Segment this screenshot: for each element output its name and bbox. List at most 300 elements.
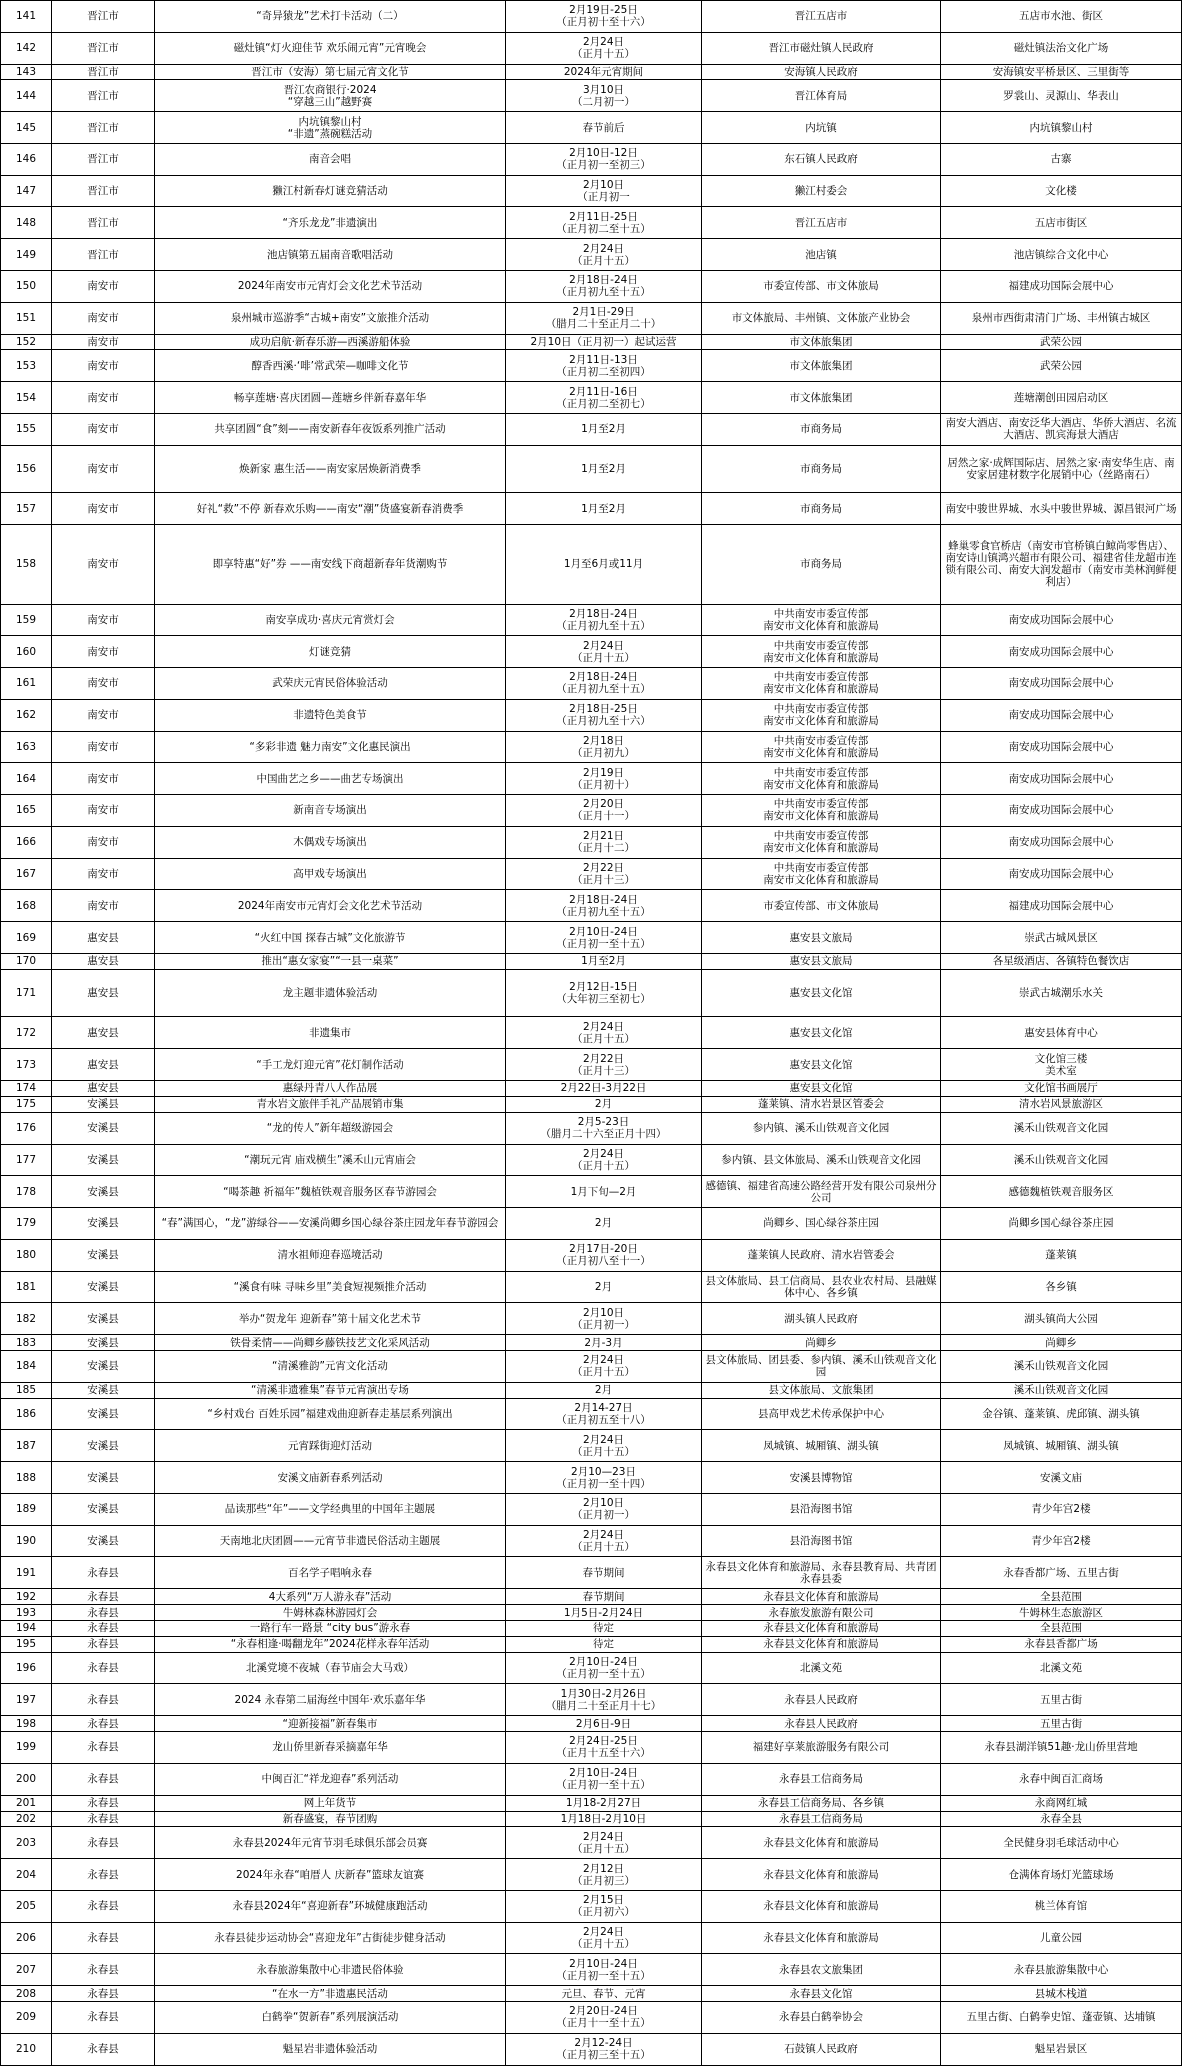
cell-line: 2月20日 [582, 798, 625, 811]
table-row [1, 1827, 1182, 1859]
row-number: 144 [1, 80, 52, 112]
row-time: 1月下旬—2月 [506, 1176, 702, 1208]
row-organizer: 永春县工信商务局 [702, 1811, 941, 1827]
row-event-name: “喝茶趣 祈福年”魏植铁观音服务区春节游园会 [155, 1176, 506, 1208]
row-time: 1月至2月 [506, 445, 702, 493]
row-organizer: 市商务局 [702, 413, 941, 445]
row-event-name: “溪食有味 寻味乡里”美食短视频推介活动 [155, 1271, 506, 1303]
cell-line: 2月15日 [582, 1894, 625, 1907]
table-row [1, 1176, 1182, 1208]
row-venue: 池店镇综合文化中心 [941, 239, 1182, 271]
cell-line: 中共南安市委宣传部 [773, 639, 869, 652]
row-time: 2月10日（正月初一）起试运营 [506, 334, 702, 350]
cell-line: （正月初九至十五） [556, 286, 651, 299]
row-organizer: 县文体旅局、县工信商局、县农业农村局、县融媒体中心、各乡镇 [702, 1271, 941, 1303]
row-organizer: 蓬莱镇、清水岩景区管委会 [702, 1096, 941, 1112]
cell-line: （正月初一） [572, 1318, 635, 1331]
row-time: 2024年元宵期间 [506, 64, 702, 80]
row-city: 南安市 [52, 445, 155, 493]
row-venue: 各星级酒店、各镇特色餐饮店 [941, 953, 1182, 969]
row-city: 南安市 [52, 525, 155, 604]
cell-line: 2月18日-24日 [569, 893, 638, 906]
row-venue: 永春县香都广场 [941, 1636, 1182, 1652]
row-number: 201 [1, 1795, 52, 1811]
table-row [1, 1557, 1182, 1589]
row-number: 185 [1, 1382, 52, 1398]
row-city: 安溪县 [52, 1112, 155, 1144]
row-event-name: 即享特惠“好”券 ——南安线下商超新春年货潮购节 [155, 525, 506, 604]
cell-line: （正月十五） [572, 1541, 635, 1554]
row-event-name: 2024 永春第二届海丝中国年·欢乐嘉年华 [155, 1684, 506, 1716]
row-event-name: 焕新家 惠生活——南安家居焕新消费季 [155, 445, 506, 493]
cell-line: 1月30日-2月26日 [560, 1687, 647, 1700]
row-time [506, 1, 702, 33]
row-city: 南安市 [52, 493, 155, 525]
row-time: 春节期间 [506, 1557, 702, 1589]
row-event-name: 铁骨柔情——尚卿乡藤铁技艺文化采风活动 [155, 1335, 506, 1351]
row-venue: 南安大酒店、南安泛华大酒店、华侨大酒店、名流大酒店、凯宾海景大酒店 [941, 413, 1182, 445]
row-organizer: 惠安县文化馆 [702, 1049, 941, 1081]
cell-line: 2月19日 [582, 766, 625, 779]
row-event-name: “龙的传人”新年超级游园会 [155, 1112, 506, 1144]
cell-line: （正月初八至十一） [556, 1255, 651, 1268]
cell-line: （正月初一至十四） [556, 1477, 651, 1490]
cell-line: （正月初一至十五） [556, 1779, 651, 1792]
row-number: 197 [1, 1684, 52, 1716]
table-row [1, 1954, 1182, 1986]
cell-line: （正月十五） [572, 1159, 635, 1172]
row-city: 安溪县 [52, 1350, 155, 1382]
row-time [506, 763, 702, 795]
row-number: 154 [1, 382, 52, 414]
cell-line: 南安市文化体育和旅游局 [763, 715, 879, 728]
table-row [1, 1652, 1182, 1684]
row-city: 永春县 [52, 1716, 155, 1732]
cell-line: 南安市文化体育和旅游局 [763, 651, 879, 664]
row-number: 175 [1, 1096, 52, 1112]
row-venue: 武荣公园 [941, 334, 1182, 350]
cell-line: 中共南安市委宣传部 [773, 766, 869, 779]
row-venue: 南安成功国际会展中心 [941, 636, 1182, 668]
row-organizer: 永春县工信商务局 [702, 1763, 941, 1795]
table-row [1, 826, 1182, 858]
row-venue: 全民健身羽毛球活动中心 [941, 1827, 1182, 1859]
cell-line: （正月十一至十五） [556, 2017, 651, 2030]
row-city: 晋江市 [52, 1, 155, 33]
cell-line: （二月初一） [572, 95, 635, 108]
cell-line: 南安市文化体育和旅游局 [763, 842, 879, 855]
table-row [1, 1144, 1182, 1176]
row-time: 1月5日-2月24日 [506, 1605, 702, 1621]
cell-line: （正月十五） [572, 1445, 635, 1458]
table-row [1, 1811, 1182, 1827]
cell-line: （正月初一至十五） [556, 937, 651, 950]
table-row [1, 1684, 1182, 1716]
row-city: 永春县 [52, 1636, 155, 1652]
row-number: 205 [1, 1890, 52, 1922]
row-event-name: 晋江市（安海）第七届元宵文化节 [155, 64, 506, 80]
row-organizer: 县文体旅局、团县委、参内镇、溪禾山铁观音文化园 [702, 1350, 941, 1382]
row-organizer: 獭江村委会 [702, 175, 941, 207]
row-number: 191 [1, 1557, 52, 1589]
row-organizer: 永春县文化体育和旅游局 [702, 1922, 941, 1954]
row-time: 1月至2月 [506, 493, 702, 525]
cell-line: 中共南安市委宣传部 [773, 734, 869, 747]
row-venue: 南安成功国际会展中心 [941, 699, 1182, 731]
row-organizer: 永春县文化体育和旅游局 [702, 1589, 941, 1605]
cell-line: （正月初九） [572, 746, 635, 759]
row-city: 惠安县 [52, 969, 155, 1017]
table-row [1, 64, 1182, 80]
row-number: 190 [1, 1525, 52, 1557]
table-row [1, 922, 1182, 954]
row-city: 南安市 [52, 731, 155, 763]
row-city: 安溪县 [52, 1525, 155, 1557]
row-organizer [702, 731, 941, 763]
row-number: 145 [1, 112, 52, 144]
table-row [1, 1890, 1182, 1922]
table-row [1, 636, 1182, 668]
row-organizer [702, 795, 941, 827]
table-row [1, 1, 1182, 33]
cell-line: （正月十五） [572, 1938, 635, 1951]
row-city: 永春县 [52, 1589, 155, 1605]
table-row [1, 1493, 1182, 1525]
table-row [1, 1382, 1182, 1398]
cell-line: 南安市文化体育和旅游局 [763, 746, 879, 759]
row-event-name: 高甲戏专场演出 [155, 858, 506, 890]
row-number: 149 [1, 239, 52, 271]
table-row [1, 525, 1182, 604]
table-row [1, 731, 1182, 763]
row-organizer: 永春县文化体育和旅游局、永春县教育局、共青团永春县委 [702, 1557, 941, 1589]
cell-line: （正月初一至十五） [556, 1969, 651, 1982]
row-organizer: 市文体旅集团 [702, 350, 941, 382]
cell-line: （正月十五） [572, 1032, 635, 1045]
table-row [1, 302, 1182, 334]
row-city: 南安市 [52, 858, 155, 890]
cell-line: （正月初二至初七） [556, 397, 651, 410]
row-city: 晋江市 [52, 32, 155, 64]
row-number: 184 [1, 1350, 52, 1382]
row-venue: 魁星岩景区 [941, 2033, 1182, 2065]
row-event-name: 白鹤拳“贺新春”系列展演活动 [155, 2002, 506, 2034]
row-number: 162 [1, 699, 52, 731]
row-organizer: 永春县文化体育和旅游局 [702, 1890, 941, 1922]
row-event-name: 魁星岩非遗体验活动 [155, 2033, 506, 2065]
row-organizer: 县文体旅局、文旅集团 [702, 1382, 941, 1398]
row-number: 169 [1, 922, 52, 954]
row-event-name: “多彩非遗 魅力南安”文化惠民演出 [155, 731, 506, 763]
row-number: 182 [1, 1303, 52, 1335]
cell-line: 2月24日-25日 [569, 1735, 638, 1748]
row-organizer: 县沿海图书馆 [702, 1493, 941, 1525]
row-city: 永春县 [52, 1605, 155, 1621]
row-number: 200 [1, 1763, 52, 1795]
row-event-name: 永春县2024年元宵节羽毛球俱乐部会员赛 [155, 1827, 506, 1859]
row-event-name: 成功启航·新春乐游—西溪游船体验 [155, 334, 506, 350]
row-organizer: 凤城镇、城厢镇、湖头镇 [702, 1430, 941, 1462]
row-organizer: 市商务局 [702, 493, 941, 525]
row-number: 159 [1, 604, 52, 636]
row-number: 157 [1, 493, 52, 525]
cell-line: （腊月二十至正月十七） [545, 1699, 662, 1712]
row-time [506, 1859, 702, 1891]
row-event-name: 木偶戏专场演出 [155, 826, 506, 858]
table-row [1, 271, 1182, 303]
row-city: 永春县 [52, 1620, 155, 1636]
row-organizer: 湖头镇人民政府 [702, 1303, 941, 1335]
row-time [506, 795, 702, 827]
row-time [506, 207, 702, 239]
row-organizer: 县高甲戏艺术传承保护中心 [702, 1398, 941, 1430]
row-organizer: 永春县农文旅集团 [702, 1954, 941, 1986]
row-time [506, 1652, 702, 1684]
row-venue: 溪禾山铁观音文化园 [941, 1112, 1182, 1144]
row-venue: 各乡镇 [941, 1271, 1182, 1303]
row-number: 194 [1, 1620, 52, 1636]
cell-line: （正月初一） [572, 1509, 635, 1522]
row-event-name: 安溪文庙新春系列活动 [155, 1462, 506, 1494]
row-organizer: 市文体旅集团 [702, 382, 941, 414]
row-number: 195 [1, 1636, 52, 1652]
row-number: 196 [1, 1652, 52, 1684]
table-row [1, 1716, 1182, 1732]
table-row [1, 350, 1182, 382]
row-number: 170 [1, 953, 52, 969]
row-time [506, 1732, 702, 1764]
cell-line: 2月20日-24日 [569, 2005, 638, 2018]
row-event-name: 龙主题非遗体验活动 [155, 969, 506, 1017]
row-venue: 北溪文苑 [941, 1652, 1182, 1684]
row-time [506, 1922, 702, 1954]
row-time [506, 890, 702, 922]
row-venue: 溪禾山铁观音文化园 [941, 1144, 1182, 1176]
row-organizer: 蓬莱镇人民政府、清水岩管委会 [702, 1239, 941, 1271]
row-city: 南安市 [52, 795, 155, 827]
row-event-name: 新春盛宴，春节团购 [155, 1811, 506, 1827]
row-venue: 尚卿乡国心绿谷茶庄园 [941, 1208, 1182, 1240]
row-organizer: 市文体旅集团 [702, 334, 941, 350]
cell-line: （正月初三） [572, 1874, 635, 1887]
table-row [1, 1350, 1182, 1382]
row-city: 惠安县 [52, 922, 155, 954]
cell-line: 2月24日 [582, 36, 625, 49]
row-event-name: 牛姆林森林游园灯会 [155, 1605, 506, 1621]
row-event-name: 龙山侨里新春采摘嘉年华 [155, 1732, 506, 1764]
row-number: 174 [1, 1080, 52, 1096]
row-venue: 永春香都广场、五里古街 [941, 1557, 1182, 1589]
row-city: 永春县 [52, 1763, 155, 1795]
cell-line: 2月24日 [582, 1433, 625, 1446]
row-time: 2月 [506, 1208, 702, 1240]
row-number: 203 [1, 1827, 52, 1859]
row-organizer [702, 858, 941, 890]
cell-line: 2月10日 [582, 179, 625, 192]
row-time [506, 1493, 702, 1525]
row-city: 南安市 [52, 334, 155, 350]
row-venue: 福建成功国际会展中心 [941, 271, 1182, 303]
row-city: 永春县 [52, 1859, 155, 1891]
row-venue: 五里古街 [941, 1716, 1182, 1732]
cell-line: 2月10日 [582, 1497, 625, 1510]
cell-line: 2月24日 [582, 1830, 625, 1843]
cell-line: 2月24日 [582, 1529, 625, 1542]
row-organizer: 安海镇人民政府 [702, 64, 941, 80]
row-number: 147 [1, 175, 52, 207]
row-number: 177 [1, 1144, 52, 1176]
cell-line: （正月十三） [572, 1064, 635, 1077]
table-row [1, 953, 1182, 969]
row-time: 1月18-2月27日 [506, 1795, 702, 1811]
table-row [1, 1049, 1182, 1081]
row-venue: 罗裳山、灵源山、华表山 [941, 80, 1182, 112]
row-venue: 莲塘潮创田园启动区 [941, 382, 1182, 414]
row-number: 167 [1, 858, 52, 890]
cell-line: 2月22日 [582, 862, 625, 875]
row-venue: 惠安县体育中心 [941, 1017, 1182, 1049]
row-venue: 古寨 [941, 143, 1182, 175]
row-number: 179 [1, 1208, 52, 1240]
table-row [1, 1763, 1182, 1795]
row-venue: 五里古街 [941, 1684, 1182, 1716]
row-venue: 南安中骏世界城、水头中骏世界城、源昌银河广场 [941, 493, 1182, 525]
table-row [1, 890, 1182, 922]
cell-line: （正月初九至十五） [556, 683, 651, 696]
row-event-name: 池店镇第五届南音歌唱活动 [155, 239, 506, 271]
row-time [506, 143, 702, 175]
row-venue: 安海镇安平桥景区、三里街等 [941, 64, 1182, 80]
row-time [506, 80, 702, 112]
row-time [506, 699, 702, 731]
table-row [1, 1335, 1182, 1351]
cell-line: （腊月二十至正月二十） [545, 318, 662, 331]
row-time [506, 668, 702, 700]
row-organizer: 福建好享莱旅游服务有限公司 [702, 1732, 941, 1764]
cell-line: 2月10—23日 [571, 1465, 636, 1478]
row-venue: 崇武古城潮乐水关 [941, 969, 1182, 1017]
row-venue: 南安成功国际会展中心 [941, 604, 1182, 636]
row-city: 晋江市 [52, 143, 155, 175]
row-organizer: 市文体旅局、丰州镇、文体旅产业协会 [702, 302, 941, 334]
cell-line: 2月11日-13日 [569, 353, 638, 366]
cell-line: 2月10日-24日 [569, 1656, 638, 1669]
cell-line: （正月初一 [577, 191, 630, 204]
row-event-name [155, 112, 506, 144]
row-venue: 溪禾山铁观音文化园 [941, 1382, 1182, 1398]
row-organizer [702, 604, 941, 636]
row-venue [941, 1049, 1182, 1081]
table-row [1, 1080, 1182, 1096]
cell-line: 2月22日 [582, 1052, 625, 1065]
cell-line: 2月24日 [582, 1147, 625, 1160]
row-number: 192 [1, 1589, 52, 1605]
table-row [1, 1589, 1182, 1605]
row-time [506, 731, 702, 763]
row-city: 南安市 [52, 826, 155, 858]
cell-line: （正月十五至十六） [556, 1747, 651, 1760]
row-city: 安溪县 [52, 1462, 155, 1494]
row-organizer: 永春县文化体育和旅游局 [702, 1827, 941, 1859]
row-event-name: 非遗集市 [155, 1017, 506, 1049]
row-city: 永春县 [52, 1986, 155, 2002]
row-venue: 湖头镇尚大公园 [941, 1303, 1182, 1335]
row-city: 永春县 [52, 1684, 155, 1716]
row-city: 安溪县 [52, 1271, 155, 1303]
row-city: 安溪县 [52, 1493, 155, 1525]
row-city: 安溪县 [52, 1303, 155, 1335]
cell-line: “穿越三山”越野赛 [287, 95, 373, 108]
table-row [1, 1303, 1182, 1335]
row-time [506, 826, 702, 858]
row-venue: 仓满体育场灯光篮球场 [941, 1859, 1182, 1891]
row-organizer: 永春县文化体育和旅游局 [702, 1636, 941, 1652]
row-time [506, 969, 702, 1017]
row-venue: 永春县旅游集散中心 [941, 1954, 1182, 1986]
row-number: 176 [1, 1112, 52, 1144]
row-event-name: 永春县徒步运动协会“喜迎龙年”古街徒步健身活动 [155, 1922, 506, 1954]
row-time: 1月至2月 [506, 413, 702, 445]
row-organizer: 尚卿乡、国心绿谷茶庄园 [702, 1208, 941, 1240]
table-row [1, 668, 1182, 700]
row-time: 1月18日-2月10日 [506, 1811, 702, 1827]
row-venue: 金谷镇、蓬莱镇、虎邱镇、湖头镇 [941, 1398, 1182, 1430]
row-venue: 永春中闽百汇商场 [941, 1763, 1182, 1795]
row-number: 171 [1, 969, 52, 1017]
cell-line: 2月24日 [582, 1020, 625, 1033]
row-organizer: 内坑镇 [702, 112, 941, 144]
row-venue: 全县范围 [941, 1620, 1182, 1636]
cell-line: 2月12-24日 [574, 2037, 633, 2050]
row-event-name: 新南音专场演出 [155, 795, 506, 827]
row-time [506, 350, 702, 382]
row-organizer [702, 763, 941, 795]
table-row [1, 334, 1182, 350]
row-time [506, 382, 702, 414]
row-number: 193 [1, 1605, 52, 1621]
row-number: 198 [1, 1716, 52, 1732]
row-venue: 桃兰体育馆 [941, 1890, 1182, 1922]
row-event-name: 好礼“救”不停 新春欢乐购——南安“潮”货盛宴新春消费季 [155, 493, 506, 525]
row-number: 156 [1, 445, 52, 493]
row-venue: 崇武古城风景区 [941, 922, 1182, 954]
row-city: 南安市 [52, 382, 155, 414]
row-city: 晋江市 [52, 175, 155, 207]
row-organizer: 惠安县文化馆 [702, 1080, 941, 1096]
row-event-name: 品读那些“年”——文学经典里的中国年主题展 [155, 1493, 506, 1525]
row-organizer: 惠安县文化馆 [702, 1017, 941, 1049]
row-venue: 永春全县 [941, 1811, 1182, 1827]
cell-line: 2月24日 [582, 1926, 625, 1939]
row-venue: 南安成功国际会展中心 [941, 731, 1182, 763]
row-number: 150 [1, 271, 52, 303]
row-city: 永春县 [52, 1557, 155, 1589]
row-organizer: 东石镇人民政府 [702, 143, 941, 175]
row-time [506, 1827, 702, 1859]
table-row [1, 112, 1182, 144]
table-row [1, 143, 1182, 175]
row-city: 安溪县 [52, 1398, 155, 1430]
row-city: 晋江市 [52, 64, 155, 80]
row-time [506, 271, 702, 303]
row-time [506, 1239, 702, 1271]
row-organizer: 市委宣传部、市文体旅局 [702, 890, 941, 922]
cell-line: 中共南安市委宣传部 [773, 671, 869, 684]
row-venue: 清水岩风景旅游区 [941, 1096, 1182, 1112]
row-time: 1月至6月或11月 [506, 525, 702, 604]
cell-line: （正月十五） [572, 1366, 635, 1379]
row-city: 永春县 [52, 1922, 155, 1954]
